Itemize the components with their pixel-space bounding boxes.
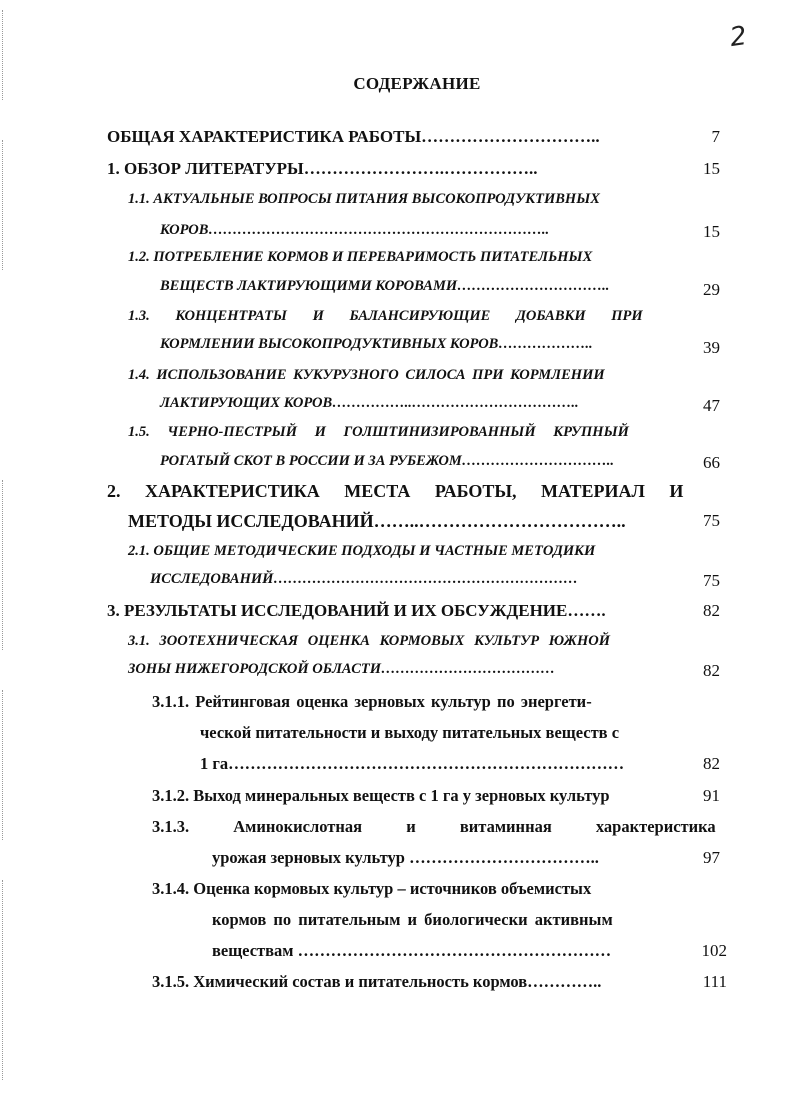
toc-page-number: 15	[703, 159, 720, 178]
toc-entry-general: ОБЩАЯ ХАРАКТЕРИСТИКА РАБОТЫ…………………………..	[107, 127, 600, 146]
toc-page-number: 47	[703, 396, 720, 415]
toc-page-number: 75	[703, 571, 720, 590]
scan-margin-mark	[2, 10, 9, 100]
toc-entry-1-5-line2: РОГАТЫЙ СКОТ В РОССИИ И ЗА РУБЕЖОМ…………………………..	[160, 453, 615, 469]
toc-entry-3-1-5: 3.1.5. Химический состав и питательность кормов…………..	[152, 972, 602, 991]
toc-page-number: 15	[703, 222, 720, 241]
toc-entry-3-1-3-line1: 3.1.3. Аминокислотная и витаминная характеристика	[152, 817, 716, 836]
toc-entry-chapter-2-line1: 2. ХАРАКТЕРИСТИКА МЕСТА РАБОТЫ, МАТЕРИАЛ И	[107, 481, 684, 501]
page-title: СОДЕРЖАНИЕ	[353, 74, 481, 93]
toc-entry-3-1-1-line2: ческой питательности и выходу питательных веществ с	[200, 723, 620, 742]
toc-entry-3-1-3-line2: урожая зерновых культур ……………………………..	[212, 848, 599, 867]
toc-entry-1-3-line1: 1.3. КОНЦЕНТРАТЫ И БАЛАНСИРУЮЩИЕ ДОБАВКИ ПРИ	[128, 308, 643, 324]
toc-entry-1-1-line2: КОРОВ……………………………………………………………..	[160, 222, 550, 238]
toc-entry-3-1-1-line3: 1 га………………………………………………………………	[200, 754, 625, 773]
toc-entry-3-1-4-line2: кормов по питательным и биологически активным	[212, 910, 613, 929]
toc-entry-2-1-line2: ИССЛЕДОВАНИЙ………………………………………………………	[150, 571, 578, 587]
toc-page-number: 102	[701, 941, 727, 960]
toc-entry-3-1-2: 3.1.2. Выход минеральных веществ с 1 га у зерновых культур	[152, 786, 610, 805]
scan-margin-mark	[2, 880, 9, 1080]
toc-page-number: 29	[703, 280, 720, 299]
toc-entry-1-3-line2: КОРМЛЕНИИ ВЫСОКОПРОДУКТИВНЫХ КОРОВ………………..	[160, 336, 593, 352]
toc-entry-3-1-line2: ЗОНЫ НИЖЕГОРОДСКОЙ ОБЛАСТИ………………………………	[128, 661, 556, 677]
toc-entry-1-1-line1: 1.1. АКТУАЛЬНЫЕ ВОПРОСЫ ПИТАНИЯ ВЫСОКОПРОДУКТИВНЫХ	[128, 191, 600, 207]
toc-entry-1-4-line2: ЛАКТИРУЮЩИХ КОРОВ……………..……………………………..	[160, 395, 579, 411]
toc-page-number: 97	[703, 848, 720, 867]
toc-page-number: 82	[703, 661, 720, 680]
toc-entry-1-2-line1: 1.2. ПОТРЕБЛЕНИЕ КОРМОВ И ПЕРЕВАРИМОСТЬ ПИТАТЕЛЬНЫХ	[128, 249, 593, 265]
toc-entry-3-1-line1: 3.1. ЗООТЕХНИЧЕСКАЯ ОЦЕНКА КОРМОВЫХ КУЛЬТУР ЮЖНОЙ	[128, 633, 611, 649]
scan-margin-mark	[2, 480, 9, 650]
toc-entry-chapter-2-line2: МЕТОДЫ ИССЛЕДОВАНИЙ……..……………………………..	[128, 511, 626, 531]
toc-entry-3-1-1-line1: 3.1.1. Рейтинговая оценка зерновых культур по энергети-	[152, 692, 592, 711]
toc-page-number: 82	[703, 754, 720, 773]
toc-entry-1-2-line2: ВЕЩЕСТВ ЛАКТИРУЮЩИМИ КОРОВАМИ…………………………..	[160, 278, 610, 294]
toc-page-number: 39	[703, 338, 720, 357]
toc-entry-3-1-4-line1: 3.1.4. Оценка кормовых культур – источников объемистых	[152, 879, 592, 898]
toc-entry-chapter-1: 1. ОБЗОР ЛИТЕРАТУРЫ…………………….……………..	[107, 159, 538, 178]
toc-page-number: 66	[703, 453, 720, 472]
toc-page-number: 75	[703, 511, 720, 530]
page-mark: 2	[727, 20, 749, 54]
scan-margin-mark	[2, 140, 9, 270]
toc-entry-2-1-line1: 2.1. ОБЩИЕ МЕТОДИЧЕСКИЕ ПОДХОДЫ И ЧАСТНЫЕ МЕТОДИКИ	[128, 543, 596, 559]
toc-page-number: 91	[703, 786, 720, 805]
toc-entry-1-4-line1: 1.4. ИСПОЛЬЗОВАНИЕ КУКУРУЗНОГО СИЛОСА ПРИ КОРМЛЕНИИ	[128, 367, 605, 383]
toc-entry-3-1-4-line3: веществам …………………………………………………	[212, 941, 612, 960]
toc-page-number: 7	[711, 127, 720, 146]
scan-margin-mark	[2, 690, 9, 840]
toc-page-number: 111	[702, 972, 727, 991]
toc-entry-chapter-3: 3. РЕЗУЛЬТАТЫ ИССЛЕДОВАНИЙ И ИХ ОБСУЖДЕНИЕ…….	[107, 601, 606, 620]
toc-entry-1-5-line1: 1.5. ЧЕРНО-ПЕСТРЫЙ И ГОЛШТИНИЗИРОВАННЫЙ КРУПНЫЙ	[128, 424, 629, 440]
toc-page-number: 82	[703, 601, 720, 620]
